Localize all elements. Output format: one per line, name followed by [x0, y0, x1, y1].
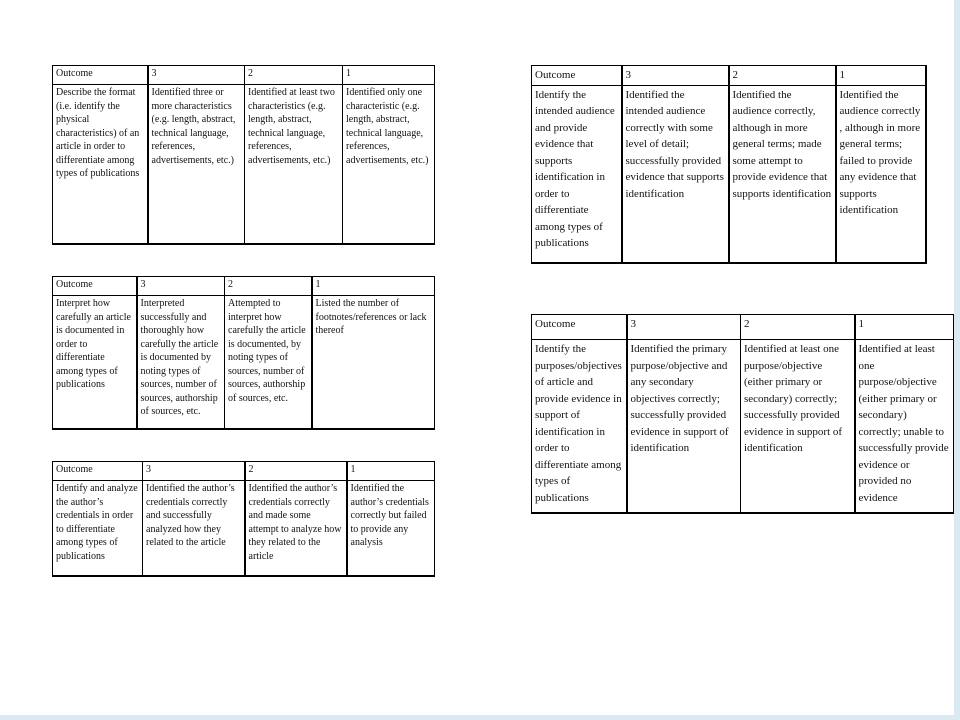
header-score-2: 2	[729, 66, 836, 86]
header-outcome: Outcome	[532, 66, 622, 86]
header-score-2: 2	[245, 462, 347, 481]
header-score-3: 3	[622, 66, 729, 86]
header-outcome: Outcome	[53, 277, 137, 296]
score-2-cell: Identified at least two characteristics (e.g. length, abstract, technical language, references, advertisements, etc.)	[245, 85, 343, 245]
score-1-cell: Identified only one characteristic (e.g. length, abstract, technical language, references, advertisements, etc.)	[343, 85, 435, 245]
bottom-edge-bar	[0, 715, 960, 720]
score-3-cell: Identified the author’s credentials correctly and successfully analyzed how they related to the article	[143, 481, 245, 577]
outcome-cell: Describe the format (i.e. identify the physical characteristics) of an article in order to differentiate among types of publications	[53, 85, 148, 245]
header-score-2: 2	[245, 66, 343, 85]
score-3-cell: Identified the intended audience correctly with some level of detail; successfully provided evidence that supports identification	[622, 85, 729, 263]
header-outcome: Outcome	[53, 66, 148, 85]
header-score-1: 1	[347, 462, 435, 481]
score-2-cell: Identified at least one purpose/objective (either primary or secondary) correctly; successfully provided evidence in support of identification	[741, 340, 855, 514]
outcome-cell: Identify the purposes/objectives of article and provide evidence in support of identification in order to differentiate among types of publications	[532, 340, 627, 514]
header-score-2: 2	[225, 277, 312, 296]
outcome-cell: Identify and analyze the author’s credentials in order to differentiate among types of publications	[53, 481, 143, 577]
rubric-table-format	[52, 65, 435, 245]
header-score-3: 3	[143, 462, 245, 481]
rubric-table-credentials	[52, 461, 435, 577]
rubric-table-purposes	[531, 314, 954, 514]
rubric-table-documentation	[52, 276, 435, 430]
header-outcome: Outcome	[53, 462, 143, 481]
score-3-cell: Identified three or more characteristics (e.g. length, abstract, technical language, references, advertisements, etc.)	[148, 85, 245, 245]
header-score-3: 3	[627, 315, 741, 340]
score-1-cell: Listed the number of footnotes/references or lack thereof	[312, 296, 435, 430]
header-score-3: 3	[148, 66, 245, 85]
score-1-cell: Identified at least one purpose/objective (either primary or secondary) correctly; unable to successfully provide evidence or provided no evidence	[855, 340, 954, 514]
score-2-cell: Identified the audience correctly, although in more general terms; made some attempt to provide evidence that supports identification	[729, 85, 836, 263]
header-score-3: 3	[137, 277, 225, 296]
score-1-cell: Identified the audience correctly , although in more general terms; failed to provide any evidence that supports identification	[836, 85, 926, 263]
score-3-cell: Identified the primary purpose/objective and any secondary objectives correctly; successfully provided evidence in support of identification	[627, 340, 741, 514]
header-score-1: 1	[343, 66, 435, 85]
header-score-1: 1	[312, 277, 435, 296]
score-2-cell: Identified the author’s credentials correctly and made some attempt to analyze how they related to the article	[245, 481, 347, 577]
header-score-2: 2	[741, 315, 855, 340]
header-score-1: 1	[836, 66, 926, 86]
score-1-cell: Identified the author’s credentials correctly but failed to provide any analysis	[347, 481, 435, 577]
rubric-table-audience	[531, 65, 927, 264]
right-edge-bar	[954, 0, 960, 720]
header-outcome: Outcome	[532, 315, 627, 340]
outcome-cell: Identify the intended audience and provide evidence that supports identification in order to differentiate among types of publications	[532, 85, 622, 263]
score-2-cell: Attempted to interpret how carefully the article is documented, by noting types of sources, number of sources, authorship of sources, etc.	[225, 296, 312, 430]
score-3-cell: Interpreted successfully and thoroughly how carefully the article is documented by noting types of sources, number of sources, authorship of sources, etc.	[137, 296, 225, 430]
header-score-1: 1	[855, 315, 954, 340]
outcome-cell: Interpret how carefully an article is documented in order to differentiate among types of publications	[53, 296, 137, 430]
